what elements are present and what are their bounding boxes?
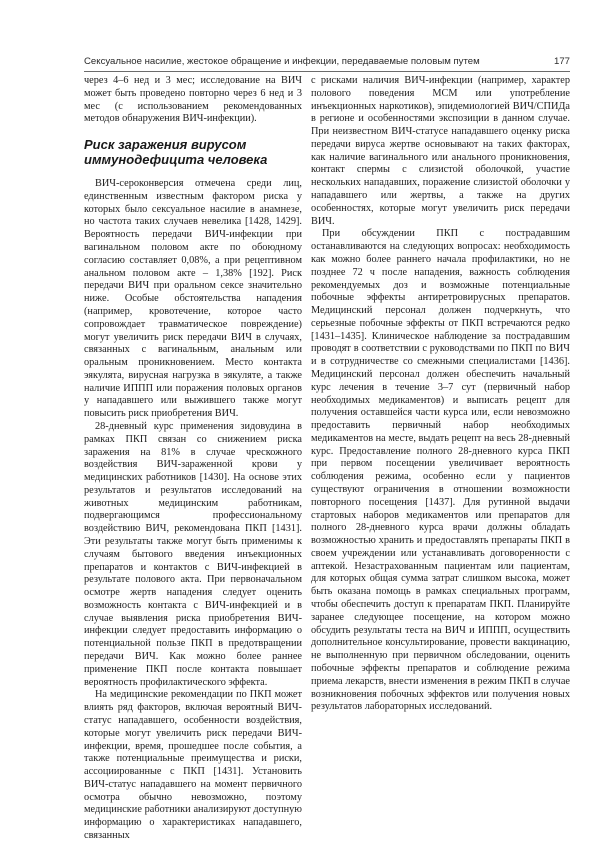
section-heading: Риск заражения вирусом иммунодефицита человека bbox=[84, 137, 268, 167]
intro-paragraph: через 4–6 нед и 3 мес; исследование на ВИЧ может быть проведено повторно через 6 нед и 3 мес (с использованием рекомендованных методов обнаружения ВИЧ-инфекции). bbox=[84, 75, 302, 125]
right-column bbox=[311, 75, 570, 736]
page-number: 177 bbox=[553, 56, 570, 67]
body-paragraph: При обсуждении ПКП с пострадавшим останавливаются на следующих вопросах: необходимость как можно более раннего начала профилактики, но не позднее 72 ч после нападения, важность соблюдения рекомендуемых доз и возможные потенциальные побочные эффекты антиретровирусных препаратов. Медицинский персонал должен подчеркнуть, что серьезные побочные эффекты от ПКП встречаются редко [1431–1435]. Клиническое наблюдение за пострадавшим проводят в соответствии с руководствами по ПКП по ВИЧ и в сотрудничестве со смежными специалистами [1436]. Медицинский персонал должен обеспечить начальный курс лечения в течение 3–7 сут (первичный набор необходимых медикаментов) и выписать рецепт для получения оставшейся части курса или, если невозможно предоставить первичный набор необходимых медикаментов на месте, выдать рецепт на весь 28-дневный курс. Предоставление полного 28-дневного курса ПКП при первом посещении увеличивает вероятность соблюдения режима, особенно если у пациентов существуют ограничения в отношении возможности повторного посещения [1437]. Для рутинной выдачи стартовых наборов медикаментов или препаратов для полного 28-дневного курса врачи должны обладать возможностью хранить и предоставлять препараты ПКП в своем учреждении или устанавливать договоренности с аптекой. Незастрахованным пациентам или пациентам, для которых общая сумма затрат слишком высока, может быть оказана помощь в рамках специальных программ, чтобы обеспечить доступ к препаратам ПКП. Планируйте заранее следующее посещение, на котором можно обсудить результаты теста на ВИЧ и ИППП, осуществить дополнительное консультирование, провести вакцинацию, не выполненную при первичном обследовании, оценить побочные эффекты препаратов и соблюдение режима приема лекарств, внести изменения в режим ПКП в случае возникновения побочных эффектов или получения новых результатов лабораторных исследований. bbox=[311, 228, 570, 713]
continued-paragraph: с рисками наличия ВИЧ-инфекции (например, характер полового поведения МСМ или употребление инъекционных наркотиков), эпидемиологией ВИЧ/СПИДа в регионе и особенностями экспозиции в данном случае. При неизвестном ВИЧ-статусе нападавшего оценку риска передачи вируса жертве основывают на таких факторах, как наличие вагинального или анального проникновения, контакт спермы с слизистой оболочкой, участие нескольких нападавших, поражение слизистой оболочки у нападавшего или жертвы, а также на других особенностях, которые могут увеличить риск передачи ВИЧ. bbox=[311, 75, 570, 227]
left-column bbox=[84, 75, 302, 841]
running-title: Сексуальное насилие, жестокое обращение и инфекции, передаваемые половым путем bbox=[84, 56, 480, 67]
running-header bbox=[84, 56, 570, 69]
body-paragraph: ВИЧ-сероконверсия отмечена среди лиц, единственным известным фактором риска у которых было сексуальное насилие в анамнезе, но частота таких случаев невелика [1428, 1429]. Вероятность передачи ВИЧ-инфекции при вагинальном половом акте по обоюдному согласию составляет 0,08%, а при рецептивном анальном половом акте – 1,38% [192]. Риск передачи ВИЧ при оральном сексе значительно ниже. Особые обстоятельства нападения (например, кровотечение, которое часто сопровождает травматическое повреждение) могут увеличить риск передачи ВИЧ в случаях, связанных с вагинальным, анальным или оральным проникновением. Место контакта эякулята, вирусная нагрузка в эякуляте, а также наличие ИППП или поражения половых органов у нападавшего или выжившего также могут повысить риск приобретения ВИЧ. bbox=[84, 178, 302, 420]
body-paragraph: На медицинские рекомендации по ПКП может влиять ряд факторов, включая вероятный ВИЧ-статус нападавшего, особенности воздействия, которые могут увеличить риск передачи ВИЧ-инфекции, время, прошедшее после события, а также потенциальные преимущества и риски, ассоциированные с ПКП [1431]. Установить ВИЧ-статус нападавшего на момент первичного осмотра обычно невозможно, поэтому медицинские работники анализируют доступную информацию о характеристиках нападавшего, связанных bbox=[84, 689, 302, 841]
body-paragraph: 28-дневный курс применения зидовудина в рамках ПКП связан со снижением риска заражения на 81% в случае чрескожного воздействия ВИЧ-зараженной крови у медицинских работников [1430]. На основе этих результатов и результатов исследований на животных медицинским работникам, подвергающимся профессиональному воздействию ВИЧ, рекомендована ПКП [1431]. Эти результаты также могут быть применимы к случаям бытового введения инъекционных препаратов и контактов с ВИЧ-инфекцией в результате полового акта. При первоначальном осмотре жертв нападения следует оценить возможность контакта с ВИЧ-инфекцией и в случае выявления риска приобретения ВИЧ-инфекции следует предоставить информацию о потенциальной пользе ПКП в предотвращении передачи ВИЧ. Как можно более раннее применение ПКП после контакта повышает вероятность профилактического эффекта. bbox=[84, 420, 302, 688]
header-rule bbox=[84, 71, 570, 72]
